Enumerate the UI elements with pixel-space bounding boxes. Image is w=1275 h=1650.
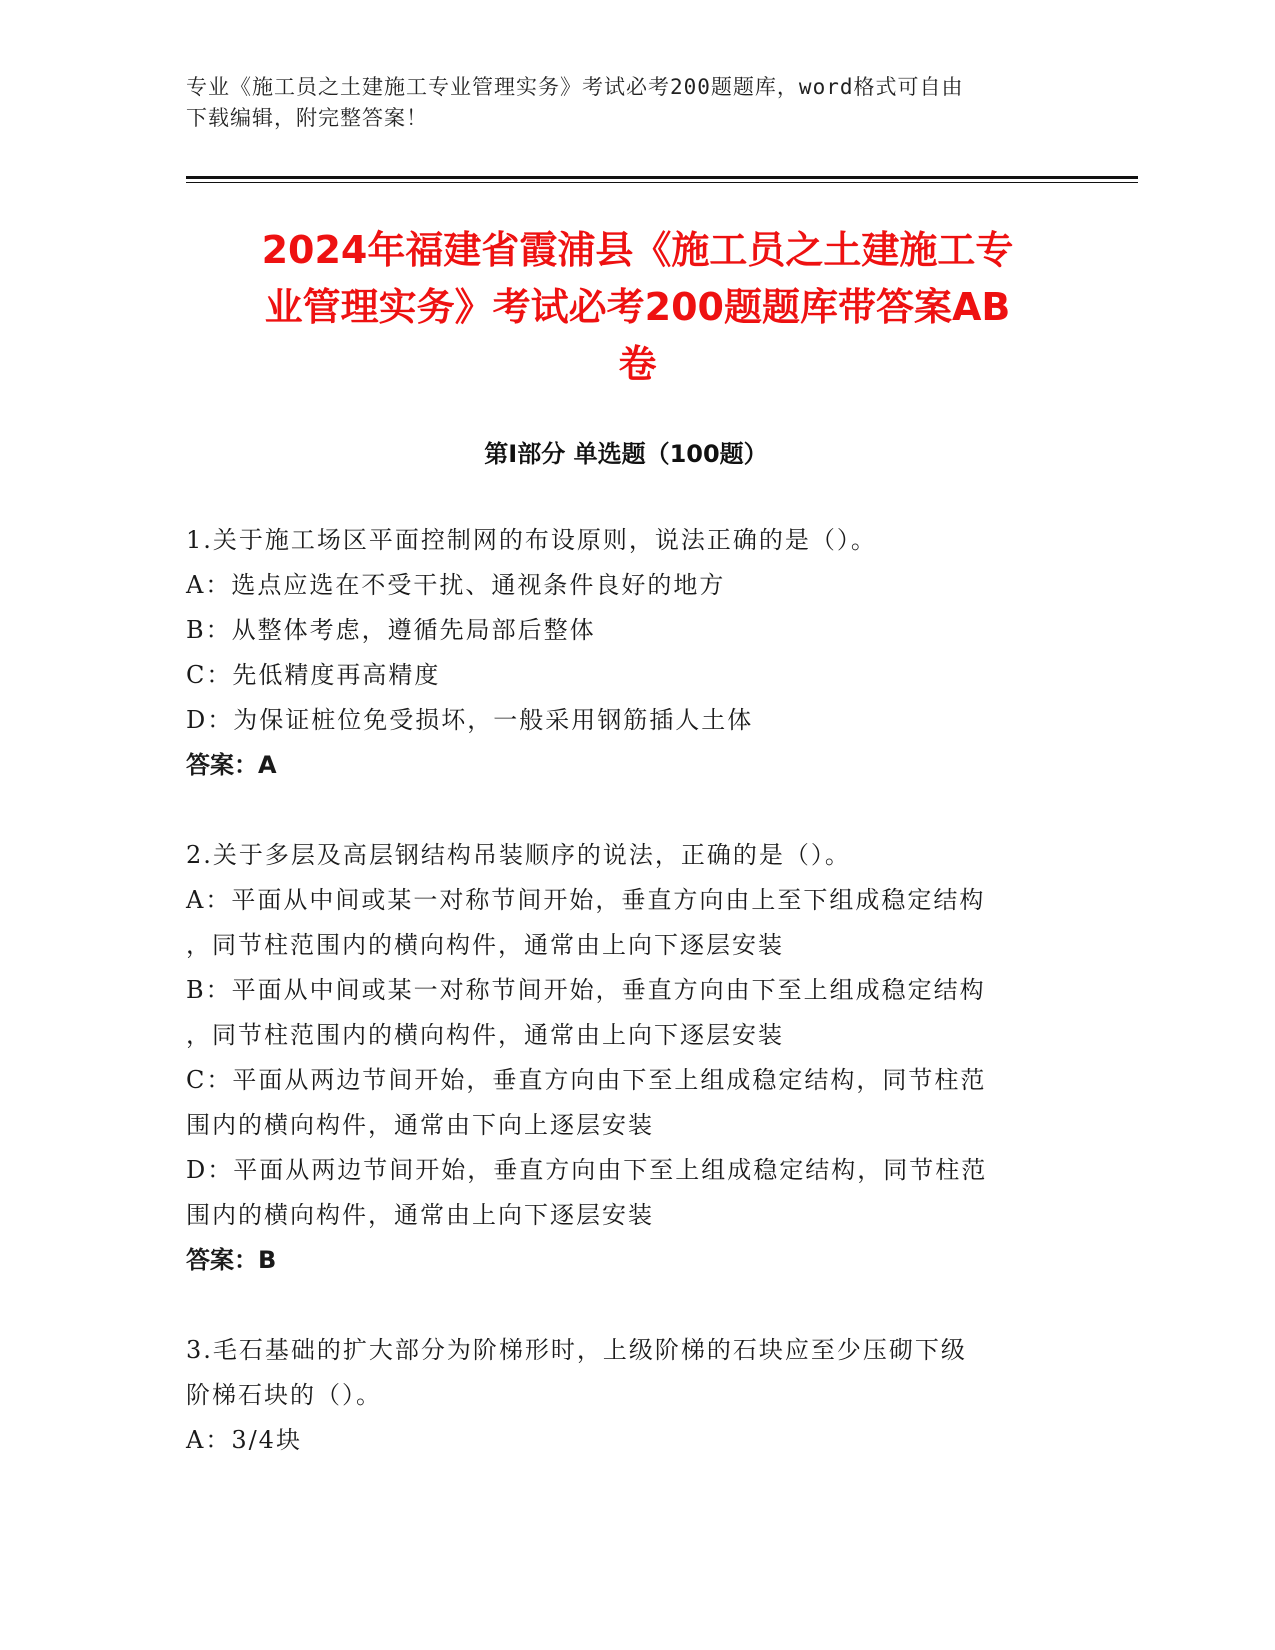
option-d bbox=[186, 1148, 1086, 1238]
option-line: B：平面从中间或某一对称节间开始，垂直方向由下至上组成稳定结构 bbox=[186, 976, 986, 1004]
header-line-2: 下载编辑，附完整答案！ bbox=[186, 106, 428, 130]
question-item bbox=[186, 518, 1086, 788]
answer-label: 答案：B bbox=[186, 1246, 277, 1274]
option-c bbox=[186, 1058, 1086, 1148]
question-stem: 2.关于多层及高层钢结构吊装顺序的说法，正确的是（）。 bbox=[186, 841, 851, 869]
header-divider-thick bbox=[186, 176, 1138, 179]
question-list bbox=[186, 518, 1086, 1508]
option-line: D：平面从两边节间开始，垂直方向由下至上组成稳定结构，同节柱范 bbox=[186, 1156, 988, 1184]
header-line-1: 专业《施工员之土建施工专业管理实务》考试必考200题题库，word格式可自由 bbox=[186, 75, 964, 99]
question-stem: 3.毛石基础的扩大部分为阶梯形时，上级阶梯的石块应至少压砌下级 bbox=[186, 1336, 967, 1364]
header-divider-thin bbox=[186, 182, 1138, 183]
question-stem: 1.关于施工场区平面控制网的布设原则，说法正确的是（）。 bbox=[186, 526, 877, 554]
title-line-2: 业管理实务》考试必考200题题库带答案AB bbox=[264, 285, 1011, 329]
answer-label: 答案：A bbox=[186, 751, 277, 779]
option-d: D：为保证桩位免受损坏，一般采用钢筋插人土体 bbox=[186, 706, 754, 734]
option-c: C：先低精度再高精度 bbox=[186, 661, 441, 689]
option-b bbox=[186, 968, 1086, 1058]
question-item bbox=[186, 1328, 1086, 1463]
page-header bbox=[186, 72, 1066, 134]
option-a bbox=[186, 878, 1086, 968]
section-title: 第Ⅰ部分 单选题（100题） bbox=[484, 440, 768, 468]
document-title bbox=[170, 222, 1105, 393]
option-a: A：选点应选在不受干扰、通视条件良好的地方 bbox=[186, 571, 726, 599]
question-stem: 阶梯石块的（）。 bbox=[186, 1381, 382, 1409]
option-line: 围内的横向构件，通常由下向上逐层安装 bbox=[186, 1111, 654, 1139]
option-a: A：3/4块 bbox=[186, 1426, 302, 1454]
option-line: A：平面从中间或某一对称节间开始，垂直方向由上至下组成稳定结构 bbox=[186, 886, 986, 914]
title-line-3: 卷 bbox=[618, 342, 657, 386]
title-line-1: 2024年福建省霞浦县《施工员之土建施工专 bbox=[261, 228, 1014, 272]
option-line: C：平面从两边节间开始，垂直方向由下至上组成稳定结构，同节柱范 bbox=[186, 1066, 987, 1094]
option-b: B：从整体考虑，遵循先局部后整体 bbox=[186, 616, 596, 644]
option-line: ，同节柱范围内的横向构件，通常由上向下逐层安装 bbox=[186, 931, 784, 959]
option-line: 围内的横向构件，通常由上向下逐层安装 bbox=[186, 1201, 654, 1229]
option-line: ，同节柱范围内的横向构件，通常由上向下逐层安装 bbox=[186, 1021, 784, 1049]
question-item bbox=[186, 833, 1086, 1283]
